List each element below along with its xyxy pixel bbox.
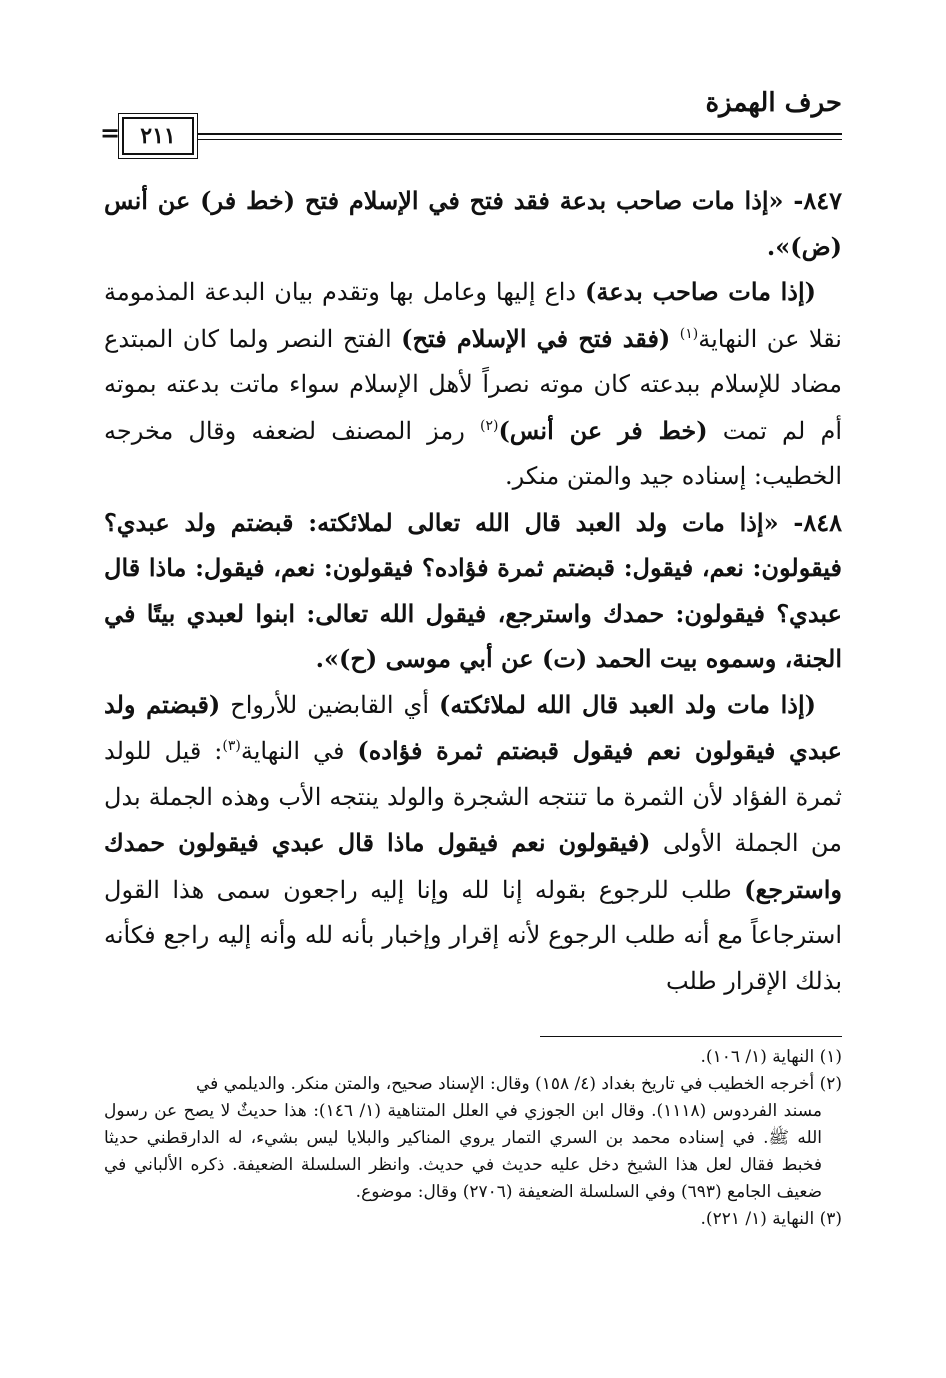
commentary-848 bbox=[104, 682, 842, 1005]
footnote-ref-1: (١) bbox=[679, 325, 699, 342]
footnote-3: (٣) النهاية (١/ ٢٢١). bbox=[700, 1209, 842, 1229]
header-rule-thin bbox=[198, 139, 842, 140]
footnote-separator bbox=[540, 1036, 842, 1037]
quoted-phrase: (خط فر عن أنس) bbox=[498, 415, 708, 445]
header-rule bbox=[198, 133, 842, 135]
hadith-847: ٨٤٧- «إذا مات صاحب بدعة فقد فتح في الإسلام فتح (خط فر) عن أنس (ض)». bbox=[104, 186, 842, 261]
quoted-phrase: (إذا مات ولد العبد قال الله لملائكته) bbox=[438, 689, 817, 719]
commentary-text bbox=[670, 325, 679, 353]
running-header-title: حرف الهمزة bbox=[705, 88, 842, 118]
commentary-text: رمز المصنف لضعفه وقال مخرجه الخطيب: إسناده جيد والمتن منكر. bbox=[104, 416, 842, 490]
commentary-847 bbox=[104, 269, 842, 500]
commentary-text: في النهاية bbox=[240, 737, 358, 765]
commentary-text: داع إليها وعامل بها وتقدم بيان البدعة المذمومة نقلا عن النهاية bbox=[104, 278, 842, 353]
commentary-text: الفتح النصر ولما كان المبتدع مضاد للإسلام ببدعته كان موته نصراً لأهل الإسلام سواء ماتت بدعته بموته أم لم تمت bbox=[104, 324, 842, 445]
commentary-text: طلب للرجوع بقوله إنا لله وإنا إليه راجعون سمى هذا القول استرجاعاً مع أنه طلب الرجوع لأنه إقرار وإخبار بأنه لله وأنه إليه راجع فكأنه بذلك الإقرار طلب bbox=[104, 875, 842, 995]
quoted-phrase: (قبضتم ولد عبدي فيقولون نعم فيقول قبضتم ثمرة فؤاده) bbox=[104, 689, 842, 765]
hadith-848: ٨٤٨- «إذا مات ولد العبد قال الله تعالى لملائكته: قبضتم ولد عبدي؟ فيقولون: نعم، فيقول: قبضتم ثمرة فؤاده؟ فيقولون: نعم، فيقول: ماذا قال عبدي؟ فيقولون: حمدك واسترجع، فيقول الله تعالى: ابنوا لعبدي بيتًا في الجنة، وسموه بيت الحمد (ت) عن أبي موسى (ح)». bbox=[104, 507, 843, 673]
main-text bbox=[104, 178, 842, 1004]
quoted-phrase: (إذا مات صاحب بدعة) bbox=[585, 277, 816, 306]
footnote-2-continued: مسند الفردوس (١١١٨). وقال ابن الجوزي في العلل المتناهية (١/ ١٤٦): هذا حديثٌ لا يصح عن رسول الله ﷺ. في إسناده محمد بن السري التمار يروي المناكير والبلايا ليس بشيء، له الدارقطني حديثا فخبط فقال لعل هذا الشيخ دخل عليه حديث في حديث. وانظر السلسلة الضعيفة. ذكره الألباني في ضعيف الجامع (٦٩٣) وفي السلسلة الضعيفة (٢٧٠٦) وقال: موضوع. bbox=[104, 1101, 822, 1202]
footnotes bbox=[104, 1044, 842, 1233]
commentary-text: أي القابضين للأرواح bbox=[220, 690, 439, 719]
commentary-text: : قيل للولد ثمرة الفؤاد لأن الثمرة ما تنتجه الشجرة والولد ينتجه الأب وهذه الجملة بدل من الجملة الأولى bbox=[104, 737, 842, 857]
footnote-ref-2: (٢) bbox=[479, 417, 499, 434]
quoted-phrase: (فقد فتح في الإسلام فتح) bbox=[401, 323, 671, 353]
footnote-2: (٢) أخرجه الخطيب في تاريخ بغداد (٤/ ١٥٨) وقال: الإسناد صحيح، والمتن منكر. والديلمي في bbox=[195, 1074, 842, 1094]
rule-end-mark: = bbox=[100, 118, 121, 147]
footnote-ref-3: (٣) bbox=[222, 738, 241, 754]
page-number: ٢١١ bbox=[122, 117, 194, 155]
footnote-1: (١) النهاية (١/ ١٠٦). bbox=[700, 1047, 842, 1067]
quoted-phrase: (فيقولون نعم فيقول ماذا قال عبدي فيقولون حمدك واسترجع) bbox=[104, 828, 842, 904]
